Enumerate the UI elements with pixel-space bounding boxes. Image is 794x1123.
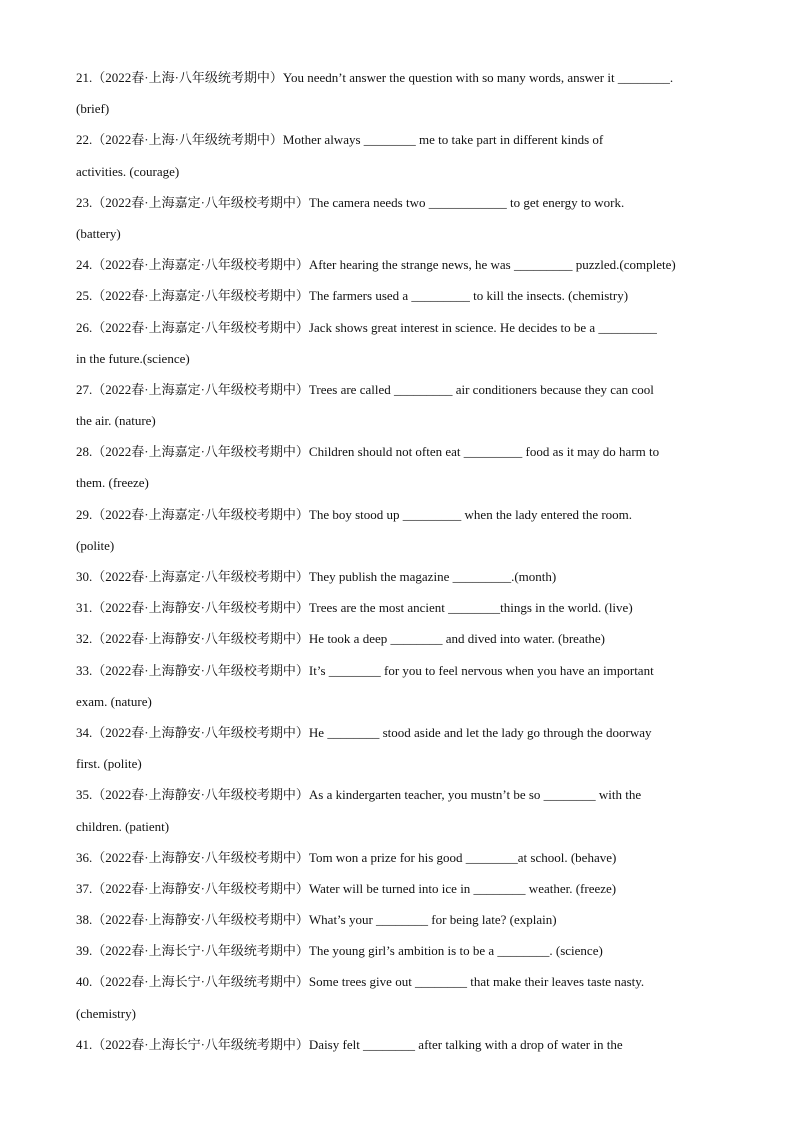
question-text: 28.（2022春·上海嘉定·八年级校考期中）Children should not often eat _________ food as it may do harm to bbox=[76, 444, 660, 460]
question-item bbox=[76, 623, 724, 654]
question-text: 33.（2022春·上海静安·八年级校考期中）It’s ________ for you to feel nervous when you have an important bbox=[76, 662, 654, 678]
question-text: 41.（2022春·上海长宁·八年级统考期中）Daisy felt ________ after talking with a drop of water in the bbox=[76, 1036, 623, 1052]
question-hint: activities. (courage) bbox=[76, 163, 180, 179]
question-item bbox=[76, 436, 724, 498]
question-hint: first. (polite) bbox=[76, 756, 142, 772]
question-item bbox=[76, 62, 724, 124]
question-item bbox=[76, 124, 724, 186]
question-item bbox=[76, 561, 724, 592]
question-item bbox=[76, 499, 724, 561]
question-text: 23.（2022春·上海嘉定·八年级校考期中）The camera needs two ____________ to get energy to work. bbox=[76, 194, 625, 210]
question-item bbox=[76, 374, 724, 436]
question-item bbox=[76, 312, 724, 374]
question-hint: children. (patient) bbox=[76, 818, 170, 834]
question-item bbox=[76, 187, 724, 249]
question-item bbox=[76, 904, 724, 935]
question-hint: (brief) bbox=[76, 101, 110, 117]
question-item bbox=[76, 1029, 724, 1060]
question-item bbox=[76, 592, 724, 623]
question-item bbox=[76, 873, 724, 904]
question-list bbox=[76, 62, 724, 1060]
question-hint: (polite) bbox=[76, 537, 115, 553]
question-text: 39.（2022春·上海长宁·八年级统考期中）The young girl’s ambition is to be a ________. (science) bbox=[76, 943, 603, 959]
question-text: 40.（2022春·上海长宁·八年级统考期中）Some trees give out ________ that make their leaves taste nasty. bbox=[76, 974, 645, 990]
question-item bbox=[76, 842, 724, 873]
question-text: 35.（2022春·上海静安·八年级校考期中）As a kindergarten teacher, you mustn’t be so ________ with the bbox=[76, 787, 642, 803]
question-text: 32.（2022春·上海静安·八年级校考期中）He took a deep ________ and dived into water. (breathe) bbox=[76, 631, 605, 647]
question-hint: (chemistry) bbox=[76, 1005, 136, 1021]
question-text: 36.（2022春·上海静安·八年级校考期中）Tom won a prize for his good ________at school. (behave) bbox=[76, 849, 617, 865]
question-hint: exam. (nature) bbox=[76, 693, 152, 709]
question-text: 31.（2022春·上海静安·八年级校考期中）Trees are the most ancient ________things in the world. (live) bbox=[76, 600, 633, 616]
question-text: 38.（2022春·上海静安·八年级校考期中）What’s your ________ for being late? (explain) bbox=[76, 912, 557, 928]
question-text: 21.（2022春·上海·八年级统考期中）You needn’t answer the question with so many words, answer it ________. bbox=[76, 70, 674, 85]
question-item bbox=[76, 655, 724, 717]
question-item bbox=[76, 779, 724, 841]
question-hint: the air. (nature) bbox=[76, 413, 156, 429]
question-text: 29.（2022春·上海嘉定·八年级校考期中）The boy stood up _________ when the lady entered the room. bbox=[76, 506, 633, 522]
question-hint: them. (freeze) bbox=[76, 475, 149, 491]
question-item bbox=[76, 249, 724, 280]
question-text: 25.（2022春·上海嘉定·八年级校考期中）The farmers used a _________ to kill the insects. (chemistry) bbox=[76, 288, 629, 304]
question-text: 26.（2022春·上海嘉定·八年级校考期中）Jack shows great interest in science. He decides to be a _________ bbox=[76, 319, 657, 335]
question-text: 27.（2022春·上海嘉定·八年级校考期中）Trees are called _________ air conditioners because they can cool bbox=[76, 381, 654, 397]
question-item bbox=[76, 935, 724, 966]
question-text: 34.（2022春·上海静安·八年级校考期中）He ________ stood aside and let the lady go through the doorway bbox=[76, 724, 652, 740]
question-text: 37.（2022春·上海静安·八年级校考期中）Water will be turned into ice in ________ weather. (freeze) bbox=[76, 880, 617, 896]
question-hint: (battery) bbox=[76, 225, 121, 241]
question-text: 24.（2022春·上海嘉定·八年级校考期中）After hearing the strange news, he was _________ puzzled.(complete) bbox=[76, 257, 676, 273]
question-text: 22.（2022春·上海·八年级统考期中）Mother always ________ me to take part in different kinds of bbox=[76, 132, 604, 148]
question-item bbox=[76, 966, 724, 1028]
question-hint: in the future.(science) bbox=[76, 350, 190, 366]
question-text: 30.（2022春·上海嘉定·八年级校考期中）They publish the magazine _________.(month) bbox=[76, 569, 557, 584]
question-item bbox=[76, 280, 724, 311]
question-item bbox=[76, 717, 724, 779]
